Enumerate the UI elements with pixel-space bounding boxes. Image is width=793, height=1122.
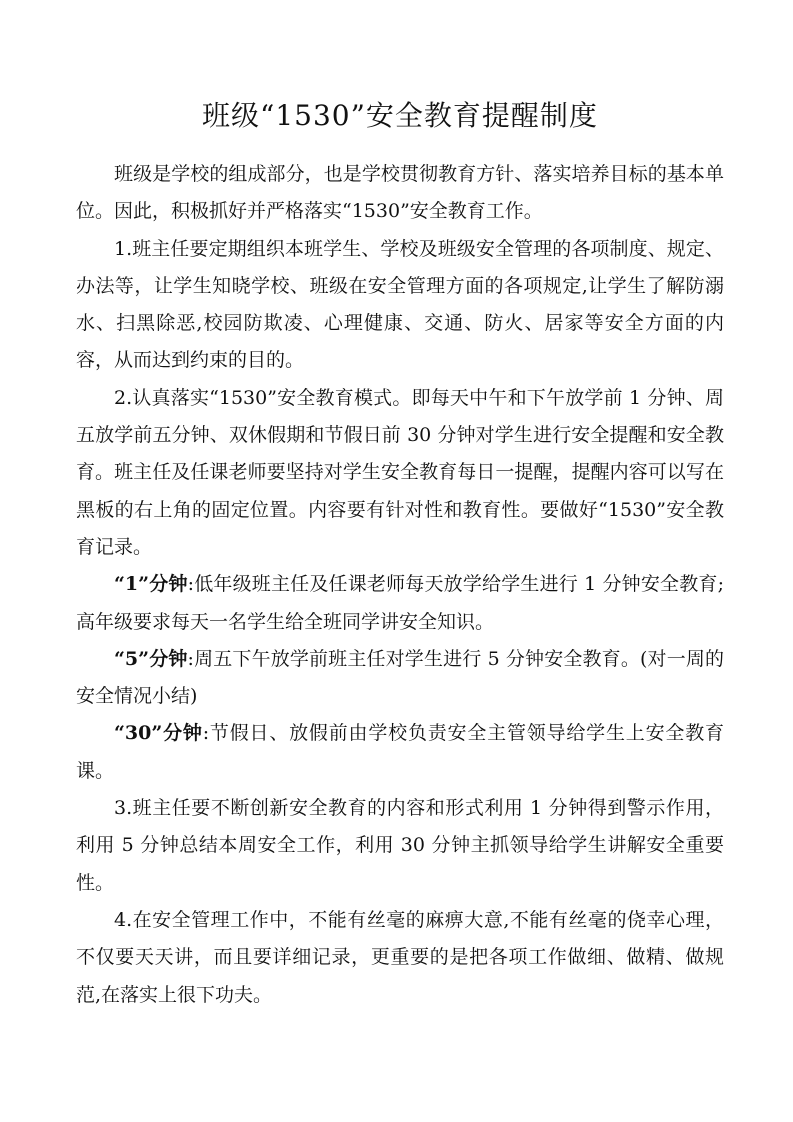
intro-paragraph: 班级是学校的组成部分，也是学校贯彻教育方针、落实培养目标的基本单位。因此，积极抓好并严格落实“1530”安全教育工作。	[76, 163, 724, 223]
minute-5-label: “5”分钟	[114, 647, 188, 670]
minute-1-text: :低年级班主任及任课老师每天放学给学生进行 1 分钟安全教育;高年级要求每天一名学生给全班同学讲安全知识。	[76, 573, 724, 633]
minute-30-label: “30”分钟	[114, 722, 203, 745]
minute-30-paragraph	[76, 715, 724, 790]
minute-1-paragraph	[76, 566, 724, 641]
minute-30-text: :节假日、放假前由学校负责安全主管领导给学生上安全教育课。	[76, 722, 724, 782]
item-2-paragraph: 2.认真落实“1530”安全教育模式。即每天中午和下午放学前 1 分钟、周五放学前五分钟、双休假期和节假日前 30 分钟对学生进行安全提醒和安全教育。班主任及任课老师要坚持对学生安全教育每日一提醒，提醒内容可以写在黑板的右上角的固定位置。内容要有针对性和教育性。要做好“1530”安全教育记录。	[76, 386, 724, 558]
item-4-paragraph: 4.在安全管理工作中，不能有丝毫的麻痹大意,不能有丝毫的侥幸心理，不仅要天天讲，而且要详细记录，更重要的是把各项工作做细、做精、做规范,在落实上很下功夫。	[76, 908, 724, 1006]
item-3-paragraph: 3.班主任要不断创新安全教育的内容和形式利用 1 分钟得到警示作用，利用 5 分钟总结本周安全工作，利用 30 分钟主抓领导给学生讲解安全重要性。	[76, 797, 724, 894]
document-title: 班级“1530”安全教育提醒制度	[202, 99, 598, 132]
minute-5-paragraph	[76, 641, 724, 716]
item-1-paragraph: 1.班主任要定期组织本班学生、学校及班级安全管理的各项制度、规定、办法等，让学生知晓学校、班级在安全管理方面的各项规定,让学生了解防溺水、扫黑除恶,校园防欺凌、心理健康、交通、防火、居家等安全方面的内容，从而达到约束的目的。	[76, 237, 724, 372]
minute-5-text: :周五下午放学前班主任对学生进行 5 分钟安全教育。(对一周的安全情况小结)	[76, 647, 725, 708]
minute-1-label: “1”分钟	[114, 573, 188, 596]
document-page	[76, 96, 724, 1014]
